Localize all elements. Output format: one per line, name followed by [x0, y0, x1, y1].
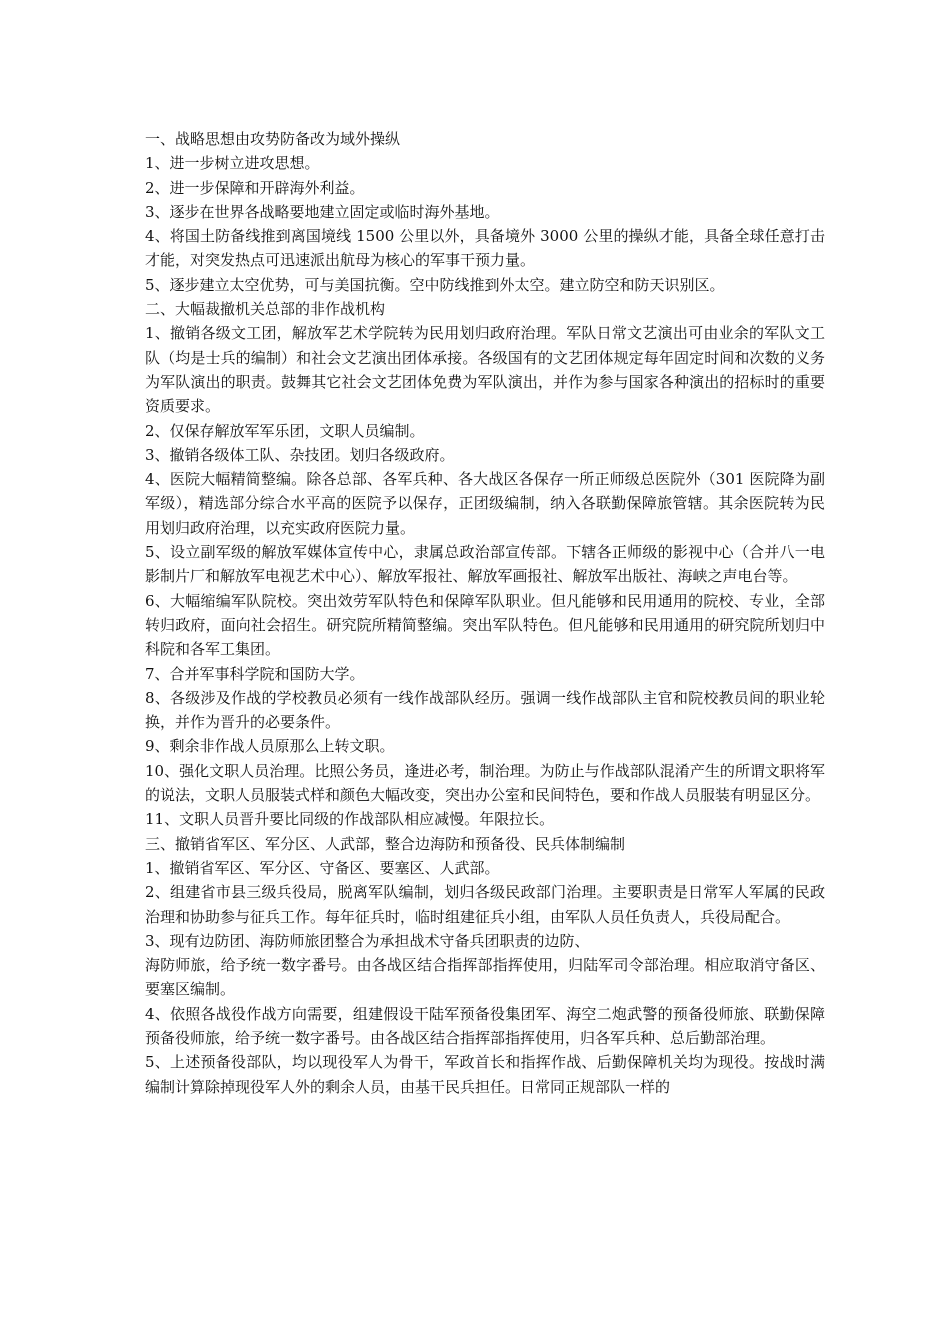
paragraph: 7、合并军事科学院和国防大学。 — [145, 664, 365, 683]
section-heading-2: 二、大幅裁撤机关总部的非作战机构 — [145, 300, 386, 319]
paragraph: 海防师旅，给予统一数字番号。由各战区结合指挥部指挥使用，归陆军司令部治理。相应取消守备区、要塞区编制。 — [145, 956, 825, 999]
paragraph: 4、医院大幅精简整编。除各总部、各军兵种、各大战区各保存一所正师级总医院外（301 医院降为副军级），精选部分综合水平高的医院予以保存，正团级编制，纳入各联勤保障旅管辖。其余医院转为民用划归政府治理，以充实政府医院力量。 — [145, 470, 825, 537]
paragraph: 2、进一步保障和开辟海外利益。 — [145, 178, 365, 197]
paragraph: 1、进一步树立进攻思想。 — [145, 154, 320, 173]
paragraph: 5、设立副军级的解放军媒体宣传中心，隶属总政治部宣传部。下辖各正师级的影视中心（合并八一电影制片厂和解放军电视艺术中心）、解放军报社、解放军画报社、解放军出版社、海峡之声电台等。 — [145, 543, 825, 586]
paragraph: 5、逐步建立太空优势，可与美国抗衡。空中防线推到外太空。建立防空和防天识别区。 — [145, 275, 725, 294]
paragraph: 3、撤销各级体工队、杂技团。划归各级政府。 — [145, 445, 455, 464]
paragraph: 5、上述预备役部队，均以现役军人为骨干，军政首长和指挥作战、后勤保障机关均为现役。按战时满编制计算除掉现役军人外的剩余人员，由基干民兵担任。日常同正规部队一样的 — [145, 1053, 825, 1096]
document-body — [145, 127, 825, 1099]
paragraph: 3、逐步在世界各战略要地建立固定或临时海外基地。 — [145, 202, 500, 221]
paragraph: 4、将国土防备线推到离国境线 1500 公里以外，具备境外 3000 公里的操纵才能，具备全球任意打击才能，对突发热点可迅速派出航母为核心的军事干预力量。 — [145, 227, 825, 270]
paragraph: 8、各级涉及作战的学校教员必须有一线作战部队经历。强调一线作战部队主官和院校教员间的职业轮换，并作为晋升的必要条件。 — [145, 688, 825, 732]
section-heading-1: 一、战略思想由攻势防备改为域外操纵 — [145, 130, 401, 148]
paragraph: 4、依照各战役作战方向需要，组建假设干陆军预备役集团军、海空二炮武警的预备役师旅、联勤保障预备役师旅，给予统一数字番号。由各战区结合指挥部指挥使用，归各军兵种、总后勤部治理。 — [145, 1004, 825, 1047]
paragraph: 9、剩余非作战人员原那么上转文职。 — [145, 737, 395, 756]
paragraph: 11、文职人员晋升要比同级的作战部队相应减慢。年限拉长。 — [145, 810, 555, 829]
paragraph: 2、组建省市县三级兵役局，脱离军队编制，划归各级民政部门治理。主要职责是日常军人军属的民政治理和协助参与征兵工作。每年征兵时，临时组建征兵小组，由军队人员任负责人，兵役局配合。 — [145, 883, 825, 926]
paragraph: 6、大幅缩编军队院校。突出效劳军队特色和保障军队职业。但凡能够和民用通用的院校、专业，全部转归政府，面向社会招生。研究院所精简整编。突出军队特色。但凡能够和民用通用的研究院所划归中科院和各军工集团。 — [145, 591, 825, 659]
paragraph: 10、强化文职人员治理。比照公务员，逢进必考，制治理。为防止与作战部队混淆产生的所谓文职将军的说法，文职人员服装式样和颜色大幅改变，突出办公室和民间特色，要和作战人员服装有明显区分。 — [145, 761, 825, 805]
paragraph: 3、现有边防团、海防师旅团整合为承担战术守备兵团职责的边防、 — [145, 931, 590, 950]
paragraph: 2、仅保存解放军军乐团，文职人员编制。 — [145, 421, 425, 440]
paragraph: 1、撤销各级文工团，解放军艺术学院转为民用划归政府治理。军队日常文艺演出可由业余的军队文工队（均是士兵的编制）和社会文艺演出团体承接。各级国有的文艺团体规定每年固定时间和次数的义务为军队演出的职责。鼓舞其它社会文艺团体免费为军队演出，并作为参与国家各种演出的招标时的重要资质要求。 — [145, 324, 825, 416]
paragraph: 1、撤销省军区、军分区、守备区、要塞区、人武部。 — [145, 858, 500, 877]
section-heading-3: 三、撤销省军区、军分区、人武部，整合边海防和预备役、民兵体制编制 — [145, 834, 626, 853]
